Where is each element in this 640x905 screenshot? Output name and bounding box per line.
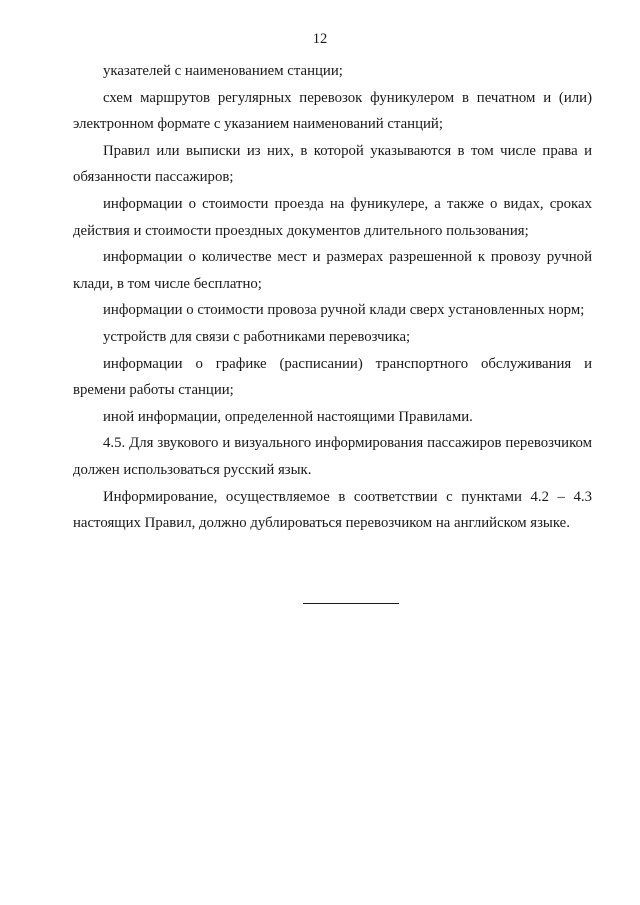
page-number: 12 bbox=[312, 31, 328, 47]
paragraph-schedule-info: информации о графике (расписании) транспортного обслуживания и времени работы станции; bbox=[73, 355, 592, 399]
paragraph-staff-contact: устройств для связи с работниками перевозчика; bbox=[103, 328, 411, 345]
paragraph-route-schemes: схем маршрутов регулярных перевозок фуникулером в печатном и (или) электронном формате с указанием наименований станций; bbox=[73, 89, 592, 133]
paragraph-rules-extract: Правил или выписки из них, в которой указываются в том числе права и обязанности пассажиров; bbox=[73, 142, 592, 186]
paragraph-luggage-allowance: информации о количестве мест и размерах разрешенной к провозу ручной клади, в том числе бесплатно; bbox=[73, 249, 592, 292]
paragraph-other-info: иной информации, определенной настоящими Правилами. bbox=[103, 408, 473, 425]
paragraph-fare-info: информации о стоимости проезда на фуникулере, а также о видах, сроках действия и стоимости проездных документов длительного пользования; bbox=[73, 195, 592, 239]
paragraph-station-signs: указателей с наименованием станции; bbox=[103, 63, 343, 79]
paragraph-luggage-cost: информации о стоимости провоза ручной клади сверх установленных норм; bbox=[103, 302, 585, 319]
paragraph-clause-4-5: 4.5. Для звукового и визуального информирования пассажиров перевозчиком должен использоваться русский язык. bbox=[73, 435, 592, 478]
end-separator-line bbox=[303, 603, 399, 604]
document-body bbox=[73, 58, 592, 537]
paragraph-english-duplication: Информирование, осуществляемое в соответствии с пунктами 4.2 – 4.3 настоящих Правил, должно дублироваться перевозчиком на английском языке. bbox=[73, 488, 592, 532]
